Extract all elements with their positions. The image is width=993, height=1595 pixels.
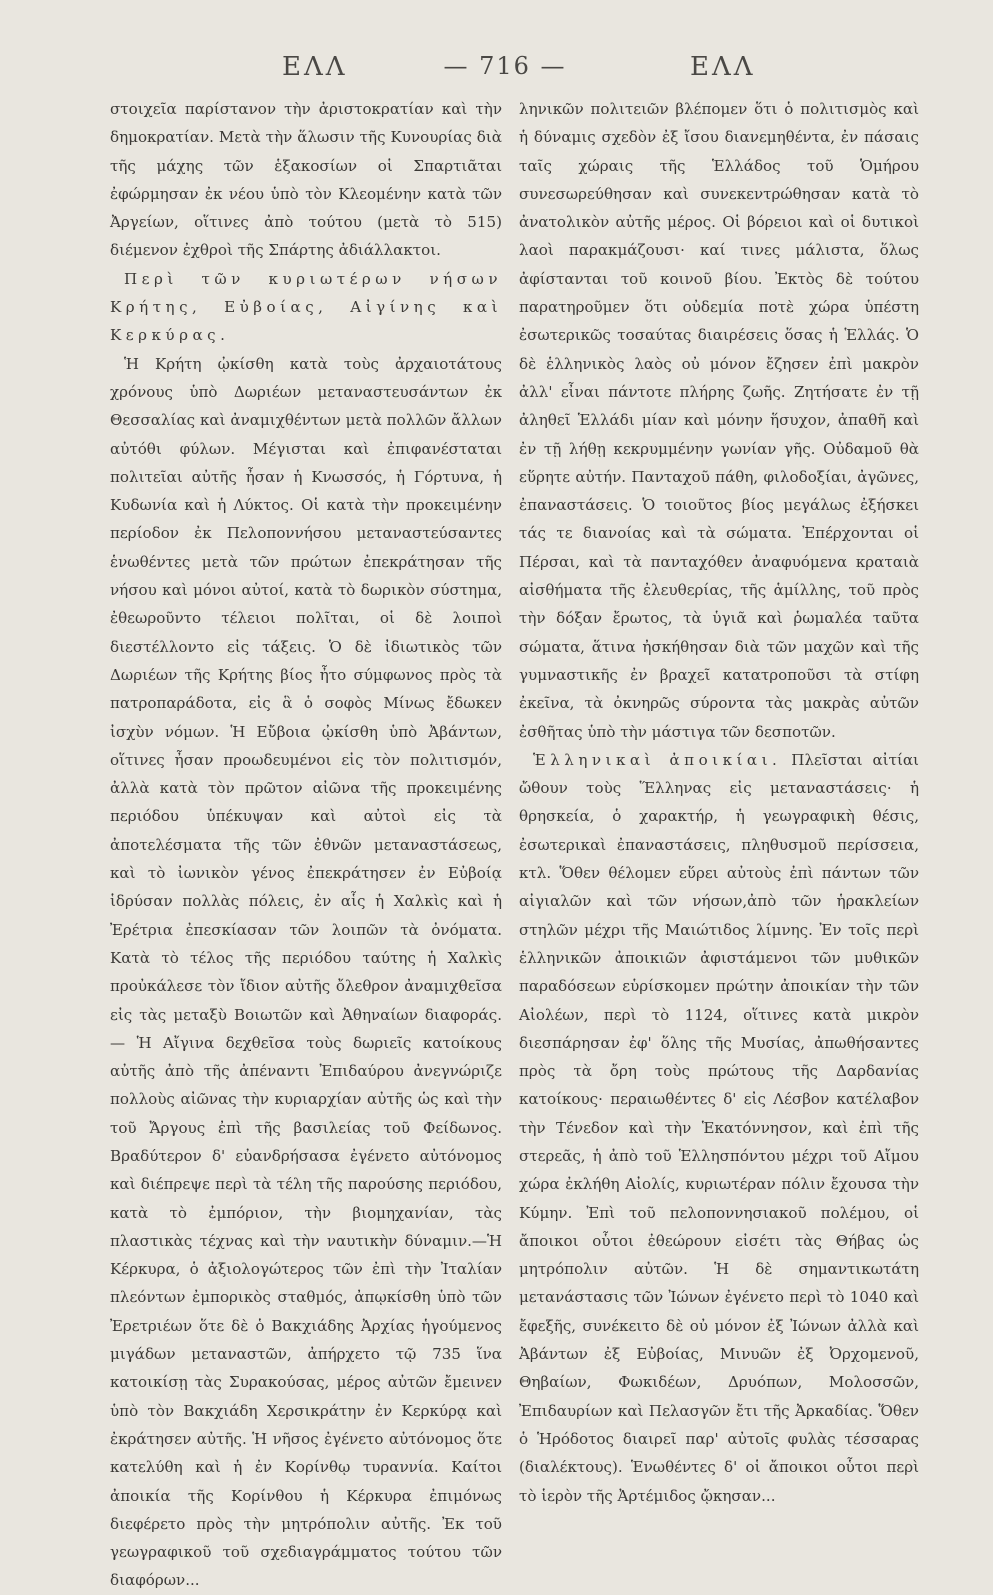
left-column	[110, 95, 502, 1595]
colonies-body: Πλεῖσται αἰτίαι ὤθουν τοὺς Ἕλληνας εἰς μεταναστάσεις· ἡ θρησκεία, ὁ χαρακτήρ, ἡ γεωγραφικὴ θέσις, ἐσωτερικαὶ ἐπαναστάσεις, πληθυσμοῦ περίσσεια, κτλ. Ὅθεν θέλομεν εὕρει αὐτοὺς ἐπὶ πάντων τῶν αἰγιαλῶν καὶ τῶν νήσων,ἀπὸ τῶν ἡρακλείων στηλῶν μέχρι τῆς Μαιώτιδος λίμνης. Ἐν τοῖς περὶ ἑλληνικῶν ἀποικιῶν ἀφιστάμενοι τῶν μυθικῶν παραδόσεων εὑρίσκομεν πρώτην ἀποικίαν τὴν τῶν Αἰολέων, περὶ τὸ 1124, οἵτινες κατὰ μικρὸν διεσπάρησαν ἐφ' ὅλης τῆς Μυσίας, ἀπωθήσαντες πρὸς τὰ ὄρη τοὺς πρώτους τῆς Δαρδανίας κατοίκους· περαιωθέντες δ' εἰς Λέσβον κατέλαβον τὴν Τένεδον καὶ τὴν Ἑκατόννησον, καὶ ἐπὶ τῆς στερεᾶς, ἡ ἀπὸ τοῦ Ἑλλησπόντου μέχρι τοῦ Αἴμου χώρα ἐκλήθη Αἰολίς, κυριωτέραν πόλιν ἔχουσα τὴν Κύμην. Ἐπὶ τοῦ πελοποννησιακοῦ πολέμου, οἱ ἄποικοι οὗτοι ἐθεώρουν εἰσέτι τὰς Θήβας ὡς μητρόπολιν αὐτῶν. Ἡ δὲ σημαντικωτάτη μετανάστασις τῶν Ἰώνων ἐγένετο περὶ τὸ 1040 καὶ ἔφεξῆς, συνέκειτο δὲ οὐ μόνον ἐξ Ἰώνων ἀλλὰ καὶ Ἀβάντων ἐξ Εὐβοίας, Μινυῶν ἐξ Ὀρχομενοῦ, Θηβαίων, Φωκιδέων, Δρυόπων, Μολοσσῶν, Ἐπιδαυρίων καὶ Πελασγῶν ἔτι τῆς Ἀρκαδίας. Ὅθεν ὁ Ἡρόδοτος διαιρεῖ παρ' αὐτοῖς φυλὰς τέσσαρας (διαλέκτους). Ἑνωθέντες δ' οἱ ἄποικοι οὗτοι περὶ τὸ ἱερὸν τῆς Ἀρτέμιδος ᾤκησαν...	[519, 750, 919, 1505]
section-heading-islands: Περὶ τῶν κυριωτέρων νήσων Κρήτης, Εὐβοίας, Αἰγίνης καὶ Κερκύρας.	[110, 269, 502, 345]
left-paragraph-1: στοιχεῖα παρίστανον τὴν ἀριστοκρατίαν καὶ τὴν δημοκρατίαν. Μετὰ τὴν ἅλωσιν τῆς Κυνουρίας διὰ τῆς μάχης τῶν ἑξακοσίων οἱ Σπαρτιᾶται ἐφώρμησαν ἐκ νέου ὑπὸ τὸν Κλεομένην κατὰ τῶν Ἀργείων, οἵτινες ἀπὸ τούτου (μετὰ τὸ 515) διέμενον ἐχθροὶ τῆς Σπάρτης ἀδιάλλακτοι.	[110, 100, 502, 260]
right-paragraph-2	[519, 746, 919, 1510]
header-right-word: ΕΛΛ	[690, 52, 756, 82]
header-left-word: ΕΛΛ	[282, 52, 348, 82]
right-paragraph-1: ληνικῶν πολιτειῶν βλέπομεν ὅτι ὁ πολιτισμὸς καὶ ἡ δύναμις σχεδὸν ἐξ ἴσου διανεμηθέντα, ἐν πάσαις ταῖς χώραις τῆς Ἑλλάδος τοῦ Ὁμήρου συνεσωρεύθησαν καὶ συνεκεντρώθησαν κατὰ τὸ ἀνατολικὸν αὐτῆς μέρος. Οἱ βόρειοι καὶ οἱ δυτικοὶ λαοὶ παρακμάζουσι· καί τινες μάλιστα, ὅλως ἀφίστανται τοῦ κοινοῦ βίου. Ἐκτὸς δὲ τούτου παρατηροῦμεν ὅτι οὐδεμία ποτὲ χώρα ὑπέστη ἐσωτερικῶς τοσαύτας διαιρέσεις ὅσας ἡ Ἑλλάς. Ὁ δὲ ἑλληνικὸς λαὸς οὐ μόνον ἔζησεν ἐπὶ μακρὸν ἀλλ' εἶναι πάντοτε πλήρης ζωῆς. Ζητήσατε ἐν τῇ ἀληθεῖ Ἑλλάδι μίαν καὶ μόνην ἥσυχον, ἀπαθῆ καὶ ἐν τῇ λήθῃ κεκρυμμένην γωνίαν γῆς. Οὐδαμοῦ θὰ εὕρητε αὐτήν. Πανταχοῦ πάθη, φιλοδοξίαι, ἀγῶνες, ἐπαναστάσεις. Ὁ τοιοῦτος βίος μεγάλως ἐξήσκει τάς τε διανοίας καὶ τὰ σώματα. Ἐπέρχονται οἱ Πέρσαι, καὶ τὰ πανταχόθεν ἀναφυόμενα κραταιὰ αἰσθήματα τῆς ἐλευθερίας, τῆς ἁμίλλης, τοῦ πρὸς τὴν δόξαν ἔρωτος, τὰ ὑγιᾶ καὶ ῥωμαλέα ταῦτα σώματα, ἅτινα ἠσκήθησαν διὰ τῶν μαχῶν καὶ τῆς γυμναστικῆς ἐν βραχεῖ κατατροποῦσι τὰ στίφη ἐκεῖνα, τὰ ὀκνηρῶς σύροντα τὰς μακρὰς αὐτῶν ἐσθῆτας ὑπὸ τὴν μάστιγα τῶν δεσποτῶν.	[519, 100, 919, 741]
right-column	[519, 95, 919, 1510]
left-paragraph-2: Ἡ Κρήτη ᾠκίσθη κατὰ τοὺς ἀρχαιοτάτους χρόνους ὑπὸ Δωριέων μεταναστευσάντων ἐκ Θεσσαλίας καὶ ἀναμιχθέντων μετὰ πολλῶν ἄλλων αὐτόθι φύλων. Μέγισται καὶ ἐπιφανέσταται πολιτεῖαι αὐτῆς ἦσαν ἡ Κνωσσός, ἡ Γόρτυνα, ἡ Κυδωνία καὶ ἡ Λύκτος. Οἱ κατὰ τὴν προκειμένην περίοδον ἐκ Πελοποννήσου μεταναστεύσαντες ἑνωθέντες μετὰ τῶν πρώτων ἐπεκράτησαν τῆς νήσου καὶ μόνοι αὐτοί, κατὰ τὸ δωρικὸν σύστημα, ἐθεωροῦντο τέλειοι πολῖται, οἱ δὲ λοιποὶ διεστέλλοντο εἰς τάξεις. Ὁ δὲ ἰδιωτικὸς τῶν Δωριέων τῆς Κρήτης βίος ἦτο σύμφωνος πρὸς τὰ πατροπαράδοτα, εἰς ἃ ὁ σοφὸς Μίνως ἔδωκεν ἰσχὺν νόμων. Ἡ Εὔβοια ᾠκίσθη ὑπὸ Ἀβάντων, οἵτινες ἦσαν προωδευμένοι εἰς τὸν πολιτισμόν, ἀλλὰ κατὰ τὸν πρῶτον αἰῶνα τῆς προκειμένης περιόδου ὑπέκυψαν καὶ αὐτοὶ εἰς τὰ ἀποτελέσματα τῆς τῶν ἐθνῶν μεταναστάσεως, καὶ τὸ ἰωνικὸν γένος ἐπεκράτησεν ἐν Εὐβοίᾳ ἱδρύσαν πολλὰς πόλεις, ἐν αἷς ἡ Χαλκὶς καὶ ἡ Ἐρέτρια ἐπεσκίασαν τῶν λοιπῶν τὰ ὀνόματα. Κατὰ τὸ τέλος τῆς περιόδου ταύτης ἡ Χαλκὶς προὐκάλεσε τὸν ἴδιον αὐτῆς ὄλεθρον ἀναμιχθεῖσα εἰς τὰς μεταξὺ Βοιωτῶν καὶ Ἀθηναίων διαφοράς.— Ἡ Αἴγινα δεχθεῖσα τοὺς δωριεῖς κατοίκους αὐτῆς ἀπὸ τῆς ἀπέναντι Ἐπιδαύρου ἀνεγνώριζε πολλοὺς αἰῶνας τὴν κυριαρχίαν αὐτῆς ὡς καὶ τὴν τοῦ Ἄργους ἐπὶ τῆς βασιλείας τοῦ Φείδωνος. Βραδύτερον δ' εὐανδρήσασα ἐγένετο αὐτόνομος καὶ διέπρεψε περὶ τὰ τέλη τῆς παρούσης περιόδου, κατὰ τὸ ἐμπόριον, τὴν βιομηχανίαν, τὰς πλαστικὰς τέχνας καὶ τὴν ναυτικὴν δύναμιν.—Ἡ Κέρκυρα, ὁ ἀξιολογώτερος τῶν ἐπὶ τὴν Ἰταλίαν πλεόντων ἐμπορικὸς σταθμός, ἀπῳκίσθη ὑπὸ τῶν Ἐρετριέων ὅτε δὲ ὁ Βακχιάδης Ἀρχίας ἡγούμενος μιγάδων μεταναστῶν, ἀπήρχετο τῷ 735 ἵνα κατοικίσῃ τὰς Συρακούσας, μέρος αὐτῶν ἔμεινεν ὑπὸ τὸν Βακχιάδη Χερσικράτην ἐν Κερκύρᾳ καὶ ἐκράτησεν αὐτῆς. Ἡ νῆσος ἐγένετο αὐτόνομος ὅτε κατελύθη καὶ ἡ ἐν Κορίνθῳ τυραννία. Καίτοι ἀποικία τῆς Κορίνθου ἡ Κέρκυρα ἐπιμόνως διεφέρετο πρὸς τὴν μητρόπολιν αὐτῆς. Ἐκ τοῦ γεωγραφικοῦ τοῦ σχεδιαγράμματος τούτου τῶν διαφόρων...	[110, 354, 502, 1590]
section-heading-colonies: Ἑλληνικαὶ ἀποικίαι.	[533, 750, 782, 769]
page-number: — 716 —	[443, 52, 567, 80]
running-header	[0, 52, 993, 92]
